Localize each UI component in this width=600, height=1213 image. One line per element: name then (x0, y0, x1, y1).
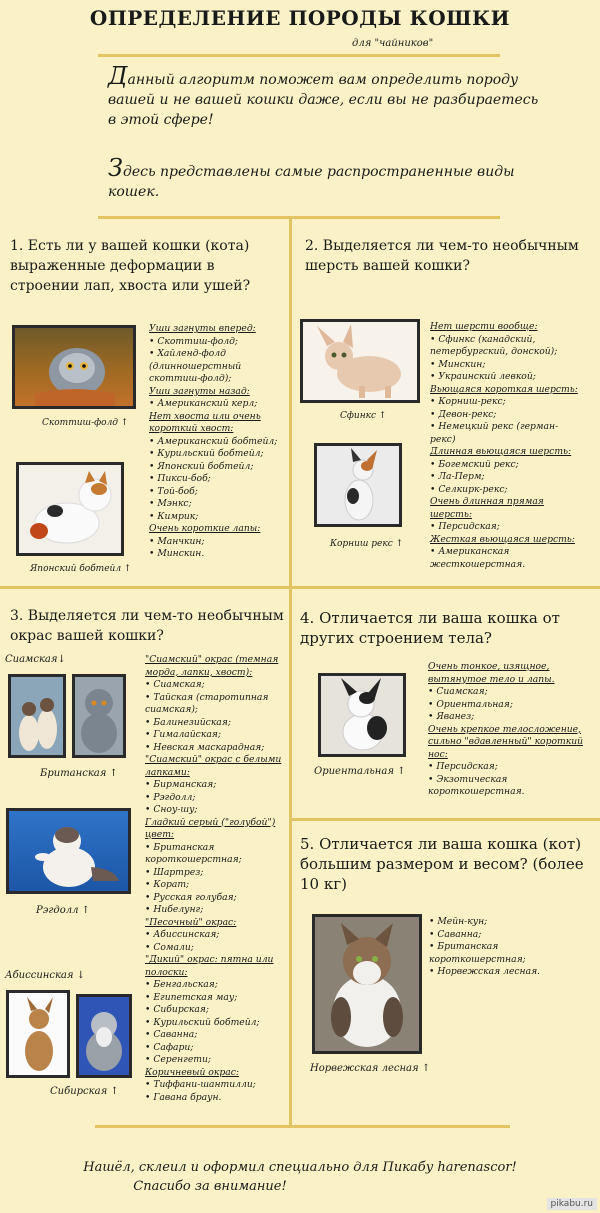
divider-bottom (95, 1125, 510, 1128)
list-item: • Тайская (старотипная сиамская); (145, 692, 285, 717)
list-item: • Сомали; (145, 942, 285, 955)
question-1-title: 1. Есть ли у вашей кошки (кота) выраженные деформации в строении лап, хвоста или ушей? (10, 238, 251, 294)
list-item: • Гавана браун. (145, 1092, 285, 1105)
oriental-photo (318, 673, 406, 757)
divider-top (98, 54, 500, 57)
siamese-image (11, 677, 63, 755)
list-item: • Минскин; (430, 359, 580, 372)
list-item: • Сибирская; (145, 1004, 285, 1017)
list-item: • Курильский бобтейл; (149, 448, 287, 461)
list-item: • Той-боб; (149, 486, 287, 499)
list-heading: Очень длинная прямая шерсть: (430, 496, 544, 520)
question-4-title: 4. Отличается ли ваша кошка от других строением тела? (300, 609, 560, 647)
watermark-badge: pikabu.ru (547, 1198, 597, 1210)
japanese-bobtail-photo (16, 462, 124, 556)
list-item: • Девон-рекс; (430, 409, 580, 422)
list-item: • Селкирк-рекс; (430, 484, 580, 497)
page-title: ОПРЕДЕЛЕНИЕ ПОРОДЫ КОШКИ (89, 6, 511, 30)
list-heading: Уши загнуты назад: (149, 385, 250, 397)
list-heading: Гладкий серый ("голубой") цвет: (145, 816, 276, 840)
list-item: • Сиамская; (428, 686, 584, 699)
list-item: • Норвежская лесная. (429, 966, 595, 979)
page-subtitle: для "чайников" (352, 38, 434, 49)
question-1-list (149, 323, 287, 561)
list-heading: "Дикий" окрас: пятна или полоски: (145, 954, 274, 978)
siamese-photo (8, 674, 66, 758)
list-item: • Персидская; (428, 761, 584, 774)
list-item: • Мейн-кун; (429, 916, 595, 929)
list-heading: "Сиамский" окрас (темная морда, лапки, хвост): (145, 654, 279, 678)
sphynx-image (303, 322, 417, 400)
list-item: • Саванна; (429, 929, 595, 942)
list-item: • Британская короткошерстная; (145, 842, 285, 867)
list-item: • Сфинкс (канадский, петербургский, донской); (430, 334, 580, 359)
british-shorthair-image (75, 677, 123, 755)
list-item: • Рэгдолл; (145, 792, 285, 805)
cornish-rex-photo (314, 443, 402, 527)
list-item: • Персидская; (430, 521, 580, 534)
oriental-image (321, 676, 403, 754)
list-item: • Пикси-боб; (149, 473, 287, 486)
list-heading: Очень тонкое, изящное, вытянутое тело и лапы. (428, 661, 555, 685)
list-item: • Американская жесткошерстная. (430, 546, 580, 571)
list-item: • Кимрик; (149, 511, 287, 524)
list-item: • Гималайская; (145, 729, 285, 742)
list-item: • Американский керл; (149, 398, 287, 411)
intro-text-2: десь представлены самые распространенные виды кошек. (108, 164, 515, 200)
list-item: • Американский бобтейл; (149, 436, 287, 449)
footer-credit: Нашёл, склеил и оформил специально для Пикабу harenascor! (83, 1160, 517, 1175)
norwegian-forest-image (315, 917, 419, 1051)
list-heading: Длинная вьющаяся шерсть: (430, 446, 572, 457)
question-2-list (430, 321, 580, 571)
divider-vertical (289, 218, 292, 1125)
intro-dropcap-2: З (108, 154, 123, 182)
list-heading: Очень крепкое телосложение, сильно "вдавленный" короткий нос: (428, 723, 584, 760)
list-item: • Богемский рекс; (430, 459, 580, 472)
oriental-caption: Ориентальная ↑ (314, 766, 406, 777)
british-caption: Британская ↑ (40, 768, 118, 779)
divider-q4-q5 (292, 818, 600, 821)
british-shorthair-photo (72, 674, 126, 758)
list-item: • Корниш-рекс; (430, 396, 580, 409)
list-item: • Абиссинская; (145, 929, 285, 942)
list-item: • Саванна; (145, 1029, 285, 1042)
list-item: • Немецкий рекс (герман-рекс) (430, 421, 580, 446)
list-item: • Корат; (145, 879, 285, 892)
list-item: • Яванез; (428, 711, 584, 724)
question-5-title: 5. Отличается ли ваша кошка (кот) большим размером и весом? (более 10 кг) (300, 835, 584, 893)
list-heading: Уши загнуты вперед: (149, 323, 256, 334)
list-item: • Сноу-шу; (145, 804, 285, 817)
list-item: • Балинезийская; (145, 717, 285, 730)
list-item: • Экзотическая короткошерстная. (428, 774, 584, 799)
list-item: • Японский бобтейл; (149, 461, 287, 474)
siberian-image (79, 997, 129, 1075)
list-item: • Русская голубая; (145, 892, 285, 905)
list-item: • Бенгальская; (145, 979, 285, 992)
list-heading: "Сиамский" окрас с белыми лапками: (145, 754, 282, 778)
question-3-title: 3. Выделяется ли чем-то необычным окрас вашей кошки? (10, 608, 284, 644)
cornish-rex-image (317, 446, 399, 524)
divider-intro (98, 216, 500, 219)
list-item: • Нибелунг; (145, 904, 285, 917)
list-item: • Тиффани-шантилли; (145, 1079, 285, 1092)
divider-middle (0, 586, 600, 589)
siberian-caption: Сибирская ↑ (50, 1086, 119, 1097)
question-2-title: 2. Выделяется ли чем-то необычным шерсть вашей кошки? (305, 238, 579, 274)
intro-paragraph-1 (108, 62, 548, 130)
list-item: • Мэнкс; (149, 498, 287, 511)
list-heading: Вьющаяся короткая шерсть: (430, 383, 578, 395)
list-item: • Хайленд-фолд (длинношерстный скоттиш-фолд); (149, 348, 287, 386)
ragdoll-image (9, 811, 128, 891)
list-item: • Невская маскарадная; (145, 742, 285, 755)
siamese-caption: Сиамская↓ (5, 654, 66, 665)
intro-paragraph-2 (108, 154, 548, 202)
list-item: • Украинский левкой; (430, 371, 580, 384)
ragdoll-caption: Рэгдолл ↑ (36, 905, 91, 916)
list-item: • Бирманская; (145, 779, 285, 792)
list-item: • Египетская мау; (145, 992, 285, 1005)
intro-dropcap-1: Д (108, 62, 128, 90)
japanese-bobtail-caption: Японский бобтейл ↑ (30, 564, 132, 574)
list-item: • Скоттиш-фолд; (149, 336, 287, 349)
sphynx-caption: Сфинкс ↑ (340, 411, 387, 421)
footer-thanks: Спасибо за внимание! (133, 1179, 287, 1194)
list-heading: "Песочный" окрас: (145, 916, 237, 928)
abyssinian-image (9, 993, 67, 1075)
list-item: • Ориентальная; (428, 699, 584, 712)
list-item: • Шартрез; (145, 867, 285, 880)
list-item: • Манчкин; (149, 536, 287, 549)
scottish-fold-image (15, 328, 133, 406)
japanese-bobtail-image (19, 465, 121, 553)
list-item: • Британская короткошерстная; (429, 941, 595, 966)
list-heading: Нет хвоста или очень короткий хвост: (149, 410, 261, 434)
list-item: • Ла-Перм; (430, 471, 580, 484)
question-4-list (428, 661, 584, 799)
list-item: • Курильский бобтейл; (145, 1017, 285, 1030)
intro-text-1: анный алгоритм поможет вам определить породу вашей и не вашей кошки даже, если вы не разбираетесь в этой сфере! (108, 72, 539, 128)
list-heading: Нет шерсти вообще: (430, 321, 538, 332)
list-item: • Минскин. (149, 548, 287, 561)
cornish-rex-caption: Корниш рекс ↑ (330, 539, 404, 549)
list-item: • Серенгети; (145, 1054, 285, 1067)
list-heading: Очень короткие лапы: (149, 523, 261, 534)
question-5-list (429, 916, 595, 979)
scottish-fold-caption: Скоттиш-фолд ↑ (42, 418, 129, 428)
siberian-photo (76, 994, 132, 1078)
abyssinian-photo (6, 990, 70, 1078)
norwegian-forest-photo (312, 914, 422, 1054)
list-heading: Жесткая вьющаяся шерсть: (430, 533, 575, 545)
list-item: • Сафари; (145, 1042, 285, 1055)
ragdoll-photo (6, 808, 131, 894)
question-3-list (145, 654, 285, 1104)
scottish-fold-photo (12, 325, 136, 409)
sphynx-photo (300, 319, 420, 403)
list-heading: Коричневый окрас: (145, 1066, 239, 1078)
list-item: • Сиамская; (145, 679, 285, 692)
norwegian-forest-caption: Норвежская лесная ↑ (310, 1063, 431, 1074)
abyssinian-caption: Абиссинская ↓ (5, 970, 86, 981)
